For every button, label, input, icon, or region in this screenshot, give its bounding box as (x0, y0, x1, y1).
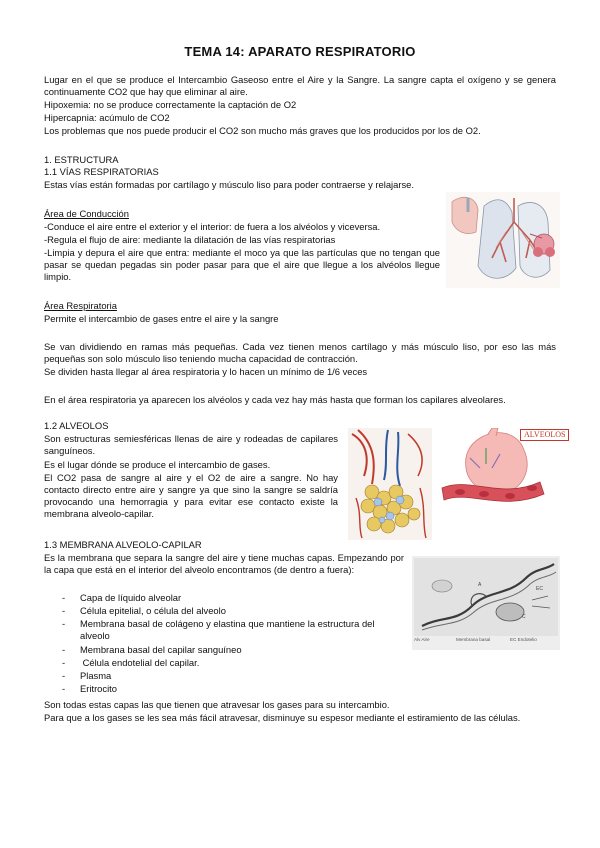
conduction-point-3: -Limpia y depura el aire que entra: mediante el moco ya que las partículas que no tengan que pasar se quedan pegadas sin poder pasar para que el aire que llegue a los alvéolos llegue limpio. (44, 247, 440, 282)
section-structure-heading: 1. ESTRUCTURA (44, 154, 119, 165)
page-title: TEMA 14: APARATO RESPIRATORIO (184, 44, 416, 59)
micrograph-caption-2: Membrana basal (456, 637, 491, 642)
svg-text:A: A (478, 582, 482, 588)
conduction-heading: Área de Conducción (44, 208, 129, 219)
list-item: Plasma (80, 670, 112, 681)
respiratory-area-heading: Área Respiratoria (44, 300, 117, 311)
airways-text: Estas vías están formadas por cartílago y músculo liso para poder contraerse y relajarse. (44, 179, 414, 190)
list-item: Eritrocito (80, 683, 117, 694)
problems-line: Los problemas que nos puede producir el CO2 son mucho más graves que los producidos por los de O2. (44, 125, 481, 136)
alveoli-text-2: Es el lugar dónde se produce el intercambio de gases. (44, 459, 271, 470)
hipercapnia-line: Hipercapnia: acúmulo de CO2 (44, 112, 170, 123)
membrane-closing-1: Son todas estas capas las que tienen que atravesar los gases para su intercambio. (44, 699, 390, 710)
alveoli-text-3: El CO2 pasa de sangre al aire y el O2 de aire a sangre. No hay contacto directo entre aire y sangre ya que sino la sangre se saldría provocando una hemorragia y para evitar ese contacto existe la membrana alveolo-capilar. (44, 472, 338, 519)
section-alveoli-heading: 1.2 ALVEOLOS (44, 420, 109, 431)
membrane-micrograph (412, 556, 560, 650)
intro-paragraph: Lugar en el que se produce el Intercambio Gaseoso entre el Aire y la Sangre. La sangre capta el oxígeno y se genera continuamente CO2 que hay que eliminar al aire. (44, 74, 556, 97)
section-membrane-heading: 1.3 MEMBRANA ALVEOLO-CAPILAR (44, 539, 202, 550)
svg-text:C: C (522, 614, 526, 620)
hipoxemia-line: Hipoxemia: no se produce correctamente la captación de O2 (44, 99, 297, 110)
branches-paragraph: Se van dividiendo en ramas más pequeñas. Cada vez tienen menos cartílago y más músculo liso, por eso las más pequeñas son solo músculo liso teniendo mucha capacidad de contracción. (44, 341, 556, 364)
micrograph-caption-3: EC Endotelio (510, 637, 537, 642)
section-airways-heading: 1.1 VÍAS RESPIRATORIAS (44, 166, 159, 177)
alveoli-appear-text: En el área respiratoria ya aparecen los alvéolos y cada vez hay más hasta que forman los capilares alveolares. (44, 394, 506, 405)
list-item: Célula epitelial, o célula del alveolo (80, 605, 226, 616)
conduction-point-1: -Conduce el aire entre el exterior y el interior: de fuera a los alvéolos y viceversa. (44, 221, 381, 232)
svg-text:EC: EC (536, 586, 543, 592)
lungs-illustration (446, 192, 560, 288)
alveoli-text-1: Son estructuras semiesféricas llenas de aire y rodeadas de capilares sanguíneos. (44, 433, 338, 456)
list-item: Membrana basal de colágeno y elastina que mantiene la estructura del alveolo (80, 618, 375, 641)
membrane-intro: Es la membrana que separa la sangre del aire y tiene muchas capas. Empezando por la capa que está en el interior del alveolo encontramos (de dentro a fuera): (44, 552, 404, 575)
list-item: Célula endotelial del capilar. (80, 657, 200, 668)
membrane-closing-2: Para que a los gases se les sea más fácil atravesar, disminuye su espesor mediante el estiramiento de las células. (44, 712, 521, 723)
alveoli-figure-label: ALVEOLOS (520, 429, 569, 441)
micrograph-caption-1: Alv Aire (414, 637, 430, 642)
conduction-point-2: -Regula el flujo de aire: mediante la dilatación de las vías respiratorias (44, 234, 336, 245)
alveolar-sac-illustration (348, 428, 432, 540)
respiratory-area-text: Permite el intercambio de gases entre el aire y la sangre (44, 313, 279, 324)
branches-division: Se dividen hasta llegar al área respiratoria y lo hacen un mínimo de 1/6 veces (44, 366, 368, 377)
list-item: Membrana basal del capilar sanguíneo (80, 644, 242, 655)
list-item: Capa de líquido alveolar (80, 592, 182, 603)
